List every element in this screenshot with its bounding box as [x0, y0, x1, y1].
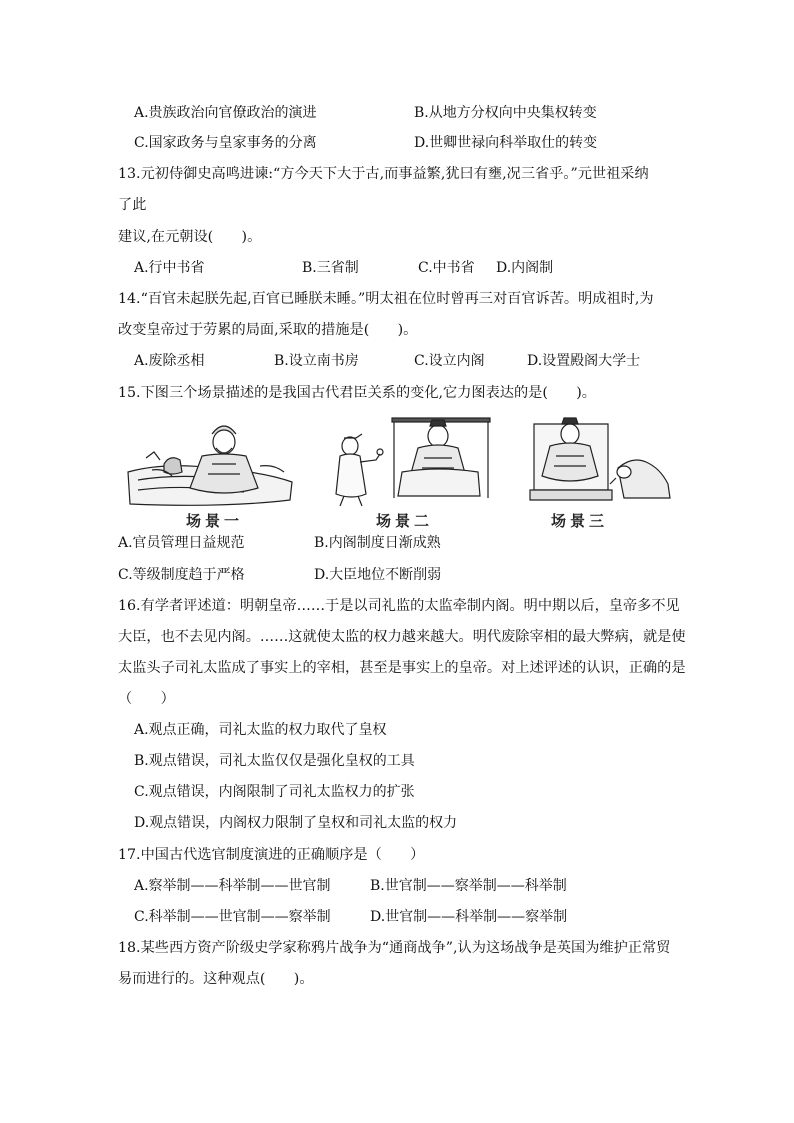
q13-option-a[interactable]: A.行中书省 [134, 260, 205, 276]
q12-option-b[interactable]: B.从地方分权向中央集权转变 [414, 105, 597, 121]
q12-option-d[interactable]: D.世卿世禄向科举取仕的转变 [414, 135, 598, 151]
scene-one-illustration [124, 412, 296, 510]
q15-stem-line-1: 15.下图三个场景描述的是我国古代君臣关系的变化,它力图表达的是( )。 [118, 385, 596, 401]
q15-option-d[interactable]: D.大臣地位不断削弱 [314, 567, 442, 583]
q14-option-a[interactable]: A.废除丞相 [134, 353, 205, 369]
q17-option-a[interactable]: A.察举制——科举制——世官制 [134, 878, 331, 894]
q14-option-d[interactable]: D.设置殿阁大学士 [527, 353, 641, 369]
q15-option-b[interactable]: B.内阁制度日渐成熟 [314, 535, 441, 551]
q12-option-a[interactable]: A.贵族政治向官僚政治的演进 [134, 105, 317, 121]
q17-option-b[interactable]: B.世官制——察举制——科举制 [370, 878, 567, 894]
q14-stem-line-1: 14.“百官未起朕先起,百官已睡朕未睡。”明太祖在位时曾再三对百官诉苦。明成祖时,为 [118, 291, 654, 307]
q16-option-a[interactable]: A.观点正确，司礼太监的权力取代了皇权 [134, 722, 387, 738]
q16-option-d[interactable]: D.观点错误，内阁权力限制了皇权和司礼太监的权力 [134, 815, 458, 831]
q13-stem-line-3: 建议,在元朝设( )。 [118, 229, 262, 245]
q16-option-b[interactable]: B.观点错误，司礼太监仅仅是强化皇权的工具 [134, 753, 415, 769]
q16-stem-line-2: 大臣，也不去见内阁。……这就使太监的权力越来越大。明代废除宰相的最大弊病，就是使 [118, 629, 686, 645]
q13-option-d[interactable]: D.内阁制 [496, 260, 554, 276]
scene-three-caption: 场景三 [551, 512, 609, 530]
q14-stem-line-2: 改变皇帝过于劳累的局面,采取的措施是( )。 [118, 322, 418, 338]
q16-option-c[interactable]: C.观点错误，内阁限制了司礼太监权力的扩张 [134, 784, 415, 800]
q15-option-a[interactable]: A.官员管理日益规范 [118, 535, 245, 551]
q13-option-b[interactable]: B.三省制 [302, 260, 359, 276]
q12-option-c[interactable]: C.国家政务与皇家事务的分离 [134, 135, 317, 151]
q18-stem-line-2: 易而进行的。这种观点( )。 [118, 971, 314, 987]
q13-stem-line-2: 了此 [118, 197, 147, 213]
scene-two-caption: 场景二 [376, 512, 434, 530]
scene-two-illustration [322, 412, 498, 510]
q17-option-d[interactable]: D.世官制——科举制——察举制 [370, 909, 568, 925]
q17-option-c[interactable]: C.科举制——世官制——察举制 [134, 909, 331, 925]
q15-option-c[interactable]: C.等级制度趋于严格 [118, 567, 245, 583]
q14-option-b[interactable]: B.设立南书房 [274, 353, 359, 369]
scene-three-illustration [520, 412, 676, 510]
q13-stem-line-1: 13.元初侍御史高鸣进谏:“方今天下大于古,而事益繁,犹曰有壅,况三省乎。”元世祖采纳 [118, 166, 649, 182]
q16-stem-line-3: 太监头子司礼太监成了事实上的宰相，甚至是事实上的皇帝。对上述评述的认识，正确的是 [118, 660, 686, 676]
q14-option-c[interactable]: C.设立内阁 [414, 353, 485, 369]
q13-option-c[interactable]: C.中书省 [418, 260, 475, 276]
q18-stem-line-1: 18.某些西方资产阶级史学家称鸦片战争为“通商战争”,认为这场战争是英国为维护正常贸 [118, 940, 671, 956]
q16-stem-line-4: （ ） [118, 691, 175, 707]
q16-stem-line-1: 16.有学者评述道：明朝皇帝……于是以司礼监的太监牵制内阁。明中期以后，皇帝多不见 [118, 598, 680, 614]
scene-one-caption: 场景一 [186, 512, 244, 530]
q17-stem-line-1: 17.中国古代选官制度演进的正确顺序是（ ） [118, 847, 425, 863]
